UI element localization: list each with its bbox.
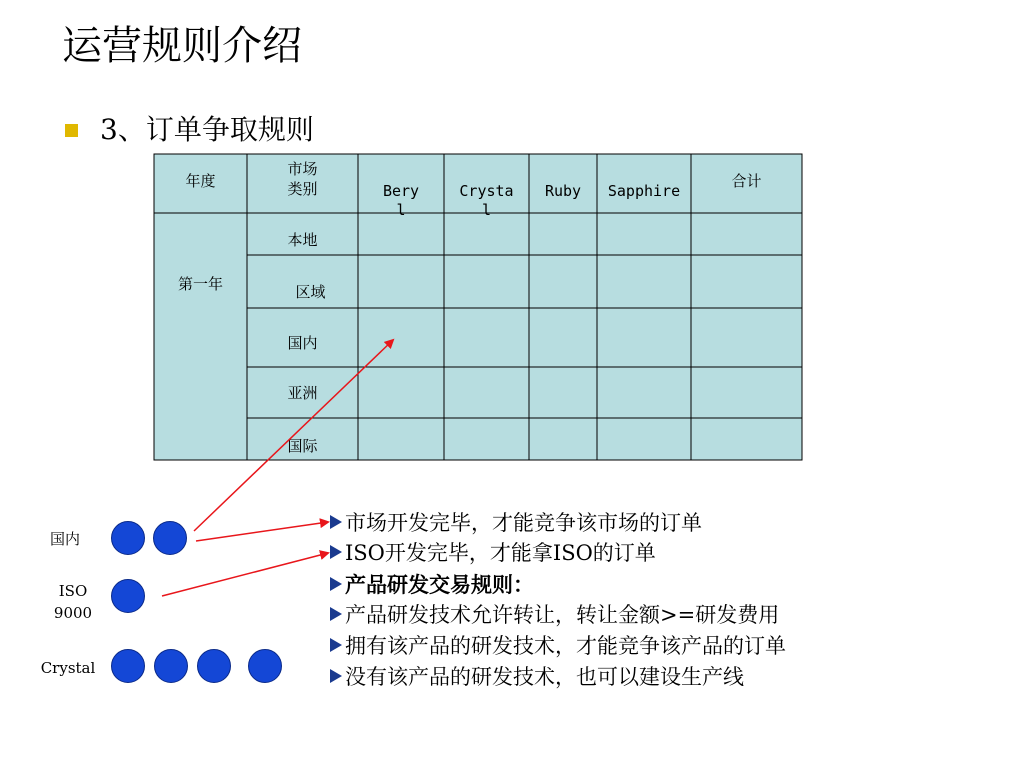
iso-coin	[112, 580, 145, 613]
market-local: 本地	[287, 231, 318, 249]
arrow-bullet-icon	[330, 669, 342, 683]
rule-item-heading: 产品研发交易规则：	[330, 570, 534, 600]
header-total: 合计	[731, 172, 762, 190]
rule-item: 市场开发完毕，才能竞争该市场的订单	[330, 508, 702, 538]
rule-item: 没有该产品的研发技术，也可以建设生产线	[330, 662, 744, 692]
arrow-bullet-icon	[330, 545, 342, 559]
market-international: 国际	[287, 437, 318, 455]
market-domestic: 国内	[287, 334, 318, 352]
rule-item: ISO开发完毕，才能拿ISO的订单	[330, 538, 656, 568]
arrow-bullet-icon	[330, 607, 342, 621]
legend-iso-label-line2: 9000	[53, 604, 93, 622]
year-cell: 第一年	[177, 275, 223, 293]
arrow-bullet-icon	[330, 638, 342, 652]
header-crystal-line2: l	[481, 201, 492, 219]
crystal-coin-1	[112, 650, 145, 683]
crystal-coin-4	[249, 650, 282, 683]
header-ruby: Ruby	[544, 182, 582, 200]
domestic-coin-1	[112, 522, 145, 555]
page-title: 运营规则介绍	[62, 23, 302, 69]
legend-domestic-label: 国内	[49, 530, 80, 548]
header-market-line1: 市场	[287, 160, 318, 178]
legend-iso-label-line1: ISO	[58, 582, 88, 600]
arrow-to-market-rule	[196, 522, 328, 541]
arrow-to-domestic-row	[194, 340, 393, 531]
crystal-coin-3	[198, 650, 231, 683]
arrow-to-iso-rule	[162, 553, 328, 596]
header-sapphire: Sapphire	[607, 182, 681, 200]
arrow-bullet-icon	[330, 577, 342, 591]
header-crystal-line1: Crysta	[459, 182, 514, 200]
rule-item: 产品研发技术允许转让，转让金额>=研发费用	[330, 600, 779, 630]
rule-item: 拥有该产品的研发技术，才能竞争该产品的订单	[330, 631, 786, 661]
domestic-coin-2	[154, 522, 187, 555]
market-asia: 亚洲	[287, 384, 318, 402]
crystal-coin-2	[155, 650, 188, 683]
arrow-bullet-icon	[330, 515, 342, 529]
header-year: 年度	[185, 172, 216, 190]
header-beryl-line1: Bery	[382, 182, 420, 200]
header-market-line2: 类别	[287, 180, 318, 198]
header-beryl-line2: l	[396, 201, 406, 219]
market-regional: 区域	[295, 283, 326, 301]
legend-crystal-label: Crystal	[40, 659, 96, 677]
section-subtitle: 3、订单争取规则	[100, 113, 314, 146]
